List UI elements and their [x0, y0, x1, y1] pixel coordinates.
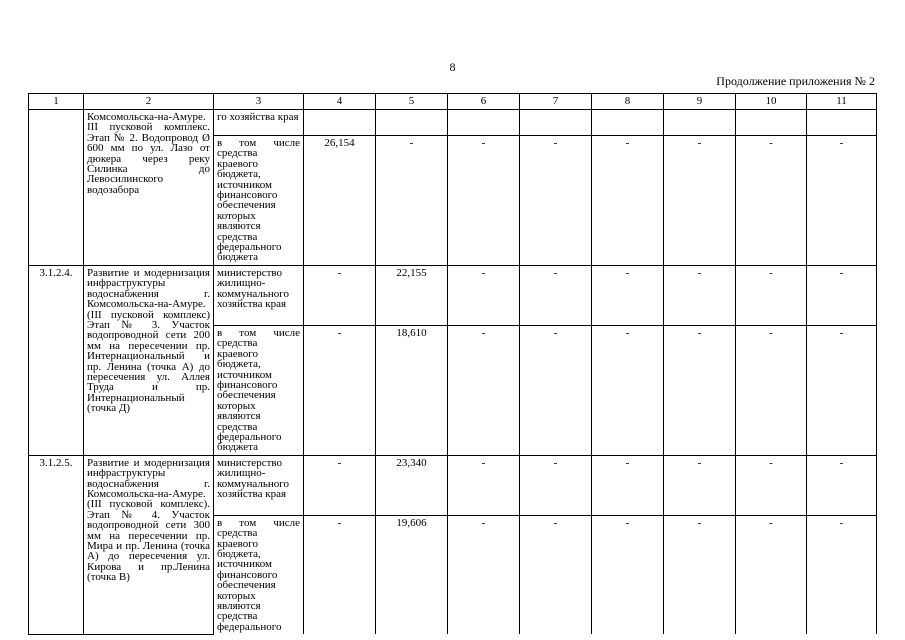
column-header: 7: [520, 94, 592, 110]
value-cell: -: [520, 265, 592, 325]
page-number: 8: [449, 60, 456, 74]
column-header: 4: [304, 94, 376, 110]
value-cell: -: [520, 515, 592, 634]
value-cell: -: [807, 265, 877, 325]
column-header: 8: [592, 94, 664, 110]
continuation-caption: Продолжение приложения № 2: [716, 74, 875, 88]
value-cell: -: [664, 136, 736, 266]
value-cell: [304, 110, 376, 136]
value-cell: 26,154: [304, 136, 376, 266]
value-cell: -: [807, 455, 877, 515]
value-cell: [376, 110, 448, 136]
value-cell: -: [664, 325, 736, 455]
value-cell: -: [592, 515, 664, 634]
value-cell: -: [304, 515, 376, 634]
value-cell: 23,340: [376, 455, 448, 515]
value-cell: -: [448, 136, 520, 266]
value-cell: -: [736, 515, 807, 634]
column-header: 10: [736, 94, 807, 110]
funding-source: го хозяйства края: [214, 110, 304, 136]
value-cell: -: [520, 325, 592, 455]
column-header: 9: [664, 94, 736, 110]
value-cell: [664, 110, 736, 136]
value-cell: -: [736, 325, 807, 455]
value-cell: -: [664, 515, 736, 634]
column-header: 6: [448, 94, 520, 110]
value-cell: -: [304, 265, 376, 325]
column-header: 3: [214, 94, 304, 110]
value-cell: -: [592, 136, 664, 266]
value-cell: -: [376, 136, 448, 266]
table-row: [29, 265, 877, 325]
value-cell: 18,610: [376, 325, 448, 455]
value-cell: [592, 110, 664, 136]
funding-source: в том числе средства краевого бюджета, источником финансового обеспечения которых являются средства федерального бюджета: [214, 136, 304, 266]
value-cell: -: [304, 455, 376, 515]
header-row: [29, 94, 877, 110]
row-number: [29, 110, 84, 266]
value-cell: -: [448, 455, 520, 515]
value-cell: -: [520, 136, 592, 266]
table-row: [29, 455, 877, 515]
value-cell: -: [592, 265, 664, 325]
value-cell: -: [807, 515, 877, 634]
value-cell: -: [736, 455, 807, 515]
value-cell: -: [304, 325, 376, 455]
value-cell: -: [448, 265, 520, 325]
value-cell: -: [736, 265, 807, 325]
value-cell: -: [664, 265, 736, 325]
value-cell: -: [448, 325, 520, 455]
value-cell: 19,606: [376, 515, 448, 634]
value-cell: [807, 110, 877, 136]
value-cell: -: [807, 325, 877, 455]
value-cell: -: [664, 455, 736, 515]
column-header: 5: [376, 94, 448, 110]
value-cell: -: [592, 325, 664, 455]
appendix-table: [28, 93, 877, 635]
measure-description: Развитие и модернизация инфраструктуры водоснабжения г. Комсомольска-на-Амуре. (III пусковой комплекс). Этап № 4. Участок водопроводной сети 300 мм на пересечении пр. Мира и пр. Ленина (точка А) до пересечения ул. Кирова и пр.Ленина (точка В): [84, 455, 214, 634]
measure-description: Комсомольска-на-Амуре. III пусковой комплекс. Этап № 2. Водопровод Ø 600 мм по ул. Лазо от дюкера через реку Силинка до Левосилинского водозабора: [84, 110, 214, 266]
column-header: 1: [29, 94, 84, 110]
value-cell: -: [807, 136, 877, 266]
table-row: [29, 110, 877, 136]
value-cell: 22,155: [376, 265, 448, 325]
value-cell: [448, 110, 520, 136]
column-header: 2: [84, 94, 214, 110]
value-cell: -: [736, 136, 807, 266]
funding-source: министерство жилищно-коммунального хозяйства края: [214, 265, 304, 325]
funding-source: министерство жилищно-коммунального хозяйства края: [214, 455, 304, 515]
value-cell: [520, 110, 592, 136]
value-cell: -: [592, 455, 664, 515]
measure-description: Развитие и модернизация инфраструктуры водоснабжения г. Комсомольска-на-Амуре. (III пусковой комплекс) Этап № 3. Участок водопроводной сети 200 мм на пересечении пр. Интернациональный и пр. Ленина (точка А) до пересечения ул. Аллея Труда и пр. Интернациональный (точка Д): [84, 265, 214, 455]
funding-source: в том числе средства краевого бюджета, источником финансового обеспечения которых являются средства федерального бюджета: [214, 325, 304, 455]
row-number: 3.1.2.4.: [29, 265, 84, 455]
value-cell: [736, 110, 807, 136]
column-header: 11: [807, 94, 877, 110]
row-number: 3.1.2.5.: [29, 455, 84, 634]
funding-source: в том числе средства краевого бюджета, источником финансового обеспечения которых являются средства федерального: [214, 515, 304, 634]
value-cell: -: [448, 515, 520, 634]
value-cell: -: [520, 455, 592, 515]
